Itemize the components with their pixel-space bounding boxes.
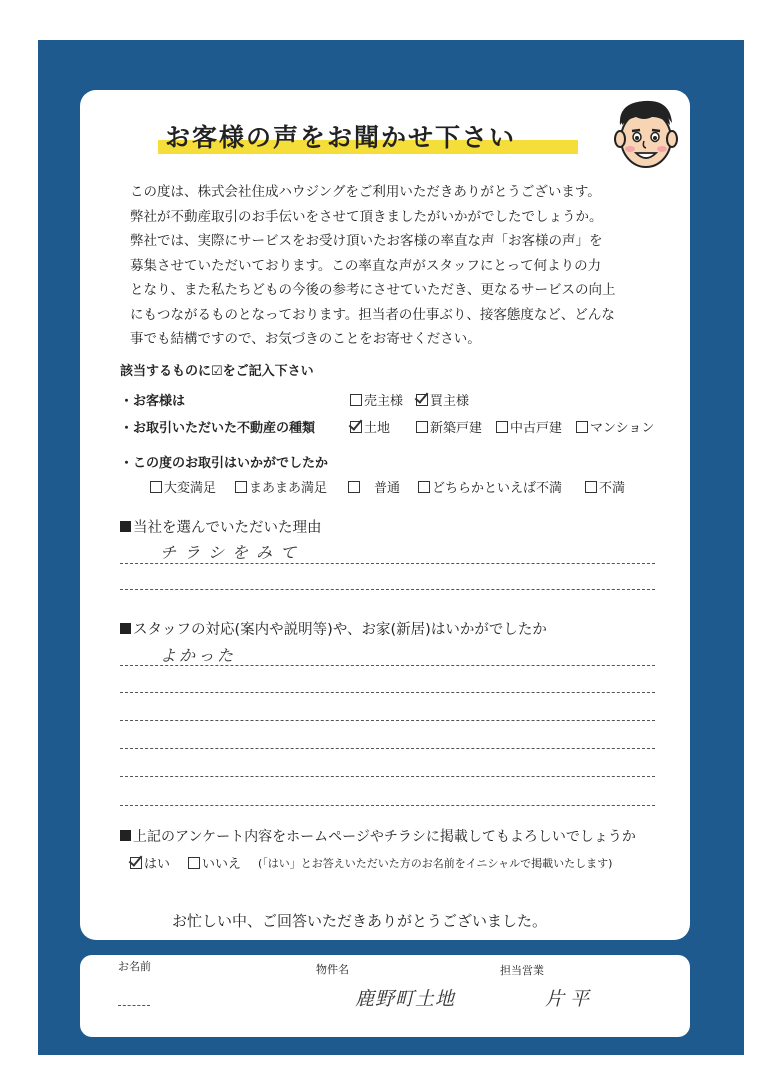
- option-somewhat-dissatisfied[interactable]: どちらかといえば不満: [418, 477, 562, 496]
- option-land[interactable]: 土地: [350, 417, 390, 436]
- option-yes[interactable]: はい: [130, 853, 170, 872]
- thanks-message: お忙しい中、ご回答いただきありがとうございました。: [172, 912, 548, 930]
- smiling-man-icon: [606, 95, 686, 173]
- checkbox-icon[interactable]: [585, 481, 597, 493]
- checkbox-icon[interactable]: [416, 421, 428, 433]
- square-bullet-icon: [120, 521, 131, 532]
- checkbox-icon[interactable]: [188, 857, 200, 869]
- intro-line: 弊社では、実際にサービスをお受け頂いたお客様の率直な声「お客様の声」を: [130, 233, 603, 249]
- page-title: お客様の声をお聞かせ下さい: [165, 123, 517, 152]
- property-type-label: ・お取引いただいた不動産の種類: [120, 421, 316, 436]
- checkbox-icon[interactable]: [150, 481, 162, 493]
- name-label: お名前: [118, 960, 151, 973]
- checkbox-icon[interactable]: [235, 481, 247, 493]
- answer-line: [120, 720, 655, 721]
- option-very-satisfied[interactable]: 大変満足: [150, 477, 216, 496]
- intro-line: 弊社が不動産取引のお手伝いをさせて頂きましたがいかがでしたでしょうか。: [130, 208, 603, 225]
- answer-line: [120, 748, 655, 749]
- checkbox-checked-icon[interactable]: [350, 421, 362, 433]
- property-name-label: 物件名: [316, 963, 349, 976]
- option-no[interactable]: いいえ: [188, 853, 241, 872]
- answer-line: [120, 563, 655, 564]
- checkbox-icon[interactable]: [350, 394, 362, 406]
- staff-label: 担当営業: [500, 964, 544, 977]
- customer-type-label: ・お客様は: [120, 394, 186, 409]
- intro-line: 募集させていただいております。この率直な声がスタッフにとって何よりの力: [130, 257, 602, 274]
- property-name-value[interactable]: 鹿野町土地: [355, 988, 456, 1010]
- answer-line: [120, 665, 655, 666]
- option-buyer[interactable]: 買主様: [416, 390, 469, 409]
- publish-heading: 上記のアンケート内容をホームページやチラシに掲載してもよろしいでしょうか: [120, 826, 636, 846]
- answer-line: [120, 776, 655, 777]
- intro-text: [130, 180, 670, 352]
- reason-heading: 当社を選んでいただいた理由: [120, 516, 322, 537]
- answer-line: [120, 692, 655, 693]
- checkbox-icon[interactable]: [576, 421, 588, 433]
- intro-line: にもつながるものとなっております。担当者の仕事ぶり、接客態度など、どんな: [130, 306, 615, 323]
- option-new-house[interactable]: 新築戸建: [416, 417, 482, 436]
- instruction-text: 該当するものに☑をご記入下さい: [120, 364, 314, 379]
- checkbox-icon[interactable]: [496, 421, 508, 433]
- intro-line: 事でも結構ですので、お気づきのことをお寄せください。: [130, 331, 481, 347]
- square-bullet-icon: [120, 830, 131, 841]
- option-seller[interactable]: 売主様: [350, 390, 403, 409]
- answer-line: [120, 805, 655, 806]
- intro-line: となり、また私たちどもの今後の参考にさせていただき、更なるサービスの向上: [130, 282, 616, 298]
- option-mansion[interactable]: マンション: [576, 417, 654, 436]
- staff-heading: スタッフの対応(案内や説明等)や、お家(新居)はいかがでしたか: [120, 618, 547, 639]
- name-line: [118, 1005, 150, 1006]
- checkbox-checked-icon[interactable]: [130, 857, 142, 869]
- option-used-house[interactable]: 中古戸建: [496, 417, 562, 436]
- checkbox-icon[interactable]: [348, 481, 360, 493]
- square-bullet-icon: [120, 623, 131, 634]
- checkbox-checked-icon[interactable]: [416, 394, 428, 406]
- checkbox-icon[interactable]: [418, 481, 430, 493]
- reason-answer[interactable]: チラシをみて: [160, 543, 305, 562]
- publish-note: (「はい」とお答えいただいた方のお名前をイニシャルで掲載いたします): [258, 857, 613, 870]
- staff-answer[interactable]: よかった: [160, 646, 237, 665]
- satisfaction-label: ・この度のお取引はいかがでしたか: [120, 456, 329, 471]
- option-neutral[interactable]: 普通: [348, 477, 400, 496]
- staff-name-value[interactable]: 片平: [545, 988, 596, 1010]
- intro-line: この度は、株式会社住成ハウジングをご利用いただきありがとうございます。: [130, 184, 601, 200]
- option-dissatisfied[interactable]: 不満: [585, 477, 625, 496]
- option-somewhat-satisfied[interactable]: まあまあ満足: [235, 477, 327, 496]
- answer-line: [120, 589, 655, 590]
